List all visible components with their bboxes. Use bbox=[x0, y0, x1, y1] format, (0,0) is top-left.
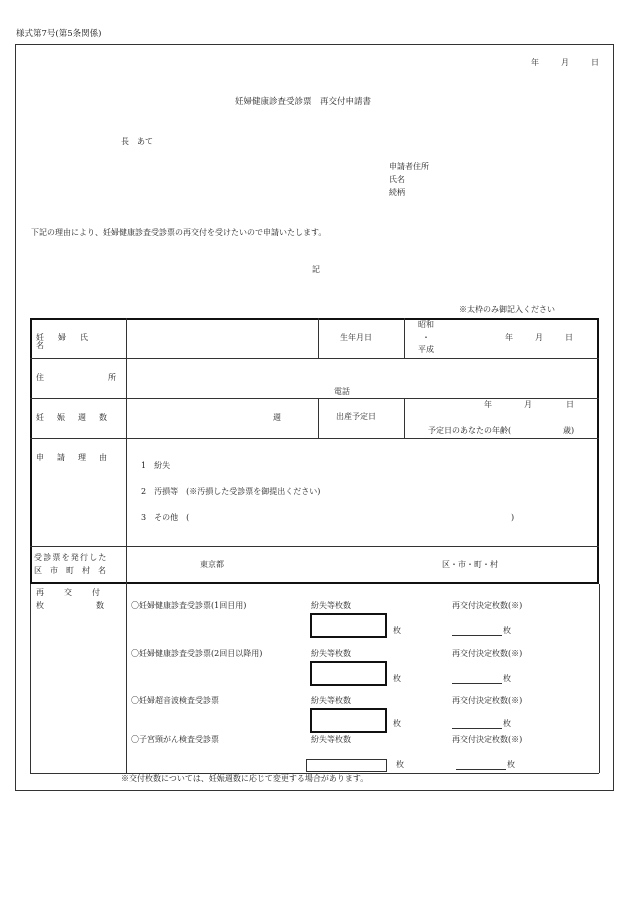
label-column-divider bbox=[126, 318, 127, 584]
muni-label-line2: 区市町村名 bbox=[34, 566, 114, 575]
ticket-2-lost-unit: 枚 bbox=[393, 674, 401, 683]
reissue-label-line2: 枚数 bbox=[36, 601, 156, 610]
reason-damaged: 2 汚損等 (※汚損した受診票を御提出ください) bbox=[141, 487, 321, 496]
ticket-2-lost-count-input[interactable] bbox=[310, 661, 387, 686]
address-label: 住所 bbox=[36, 373, 180, 382]
ticket-3-decided-label: 再交付決定枚数(※) bbox=[452, 696, 523, 705]
reason-other: 3 その他 ( bbox=[141, 513, 190, 522]
due-date-label: 出産予定日 bbox=[336, 412, 376, 421]
ticket-1-decided-unit: 枚 bbox=[503, 626, 511, 635]
date-month: 月 bbox=[561, 58, 569, 67]
ticket-2-lost-label: 紛失等枚数 bbox=[311, 649, 351, 658]
row-divider bbox=[30, 438, 599, 439]
era-heisei: 平成 bbox=[418, 345, 434, 354]
ticket-3-decided-blank bbox=[452, 728, 502, 729]
phone-label: 電話 bbox=[334, 387, 350, 396]
col-divider bbox=[404, 318, 405, 358]
ticket-3-decided-unit: 枚 bbox=[503, 719, 511, 728]
footer-note: ※交付枚数については、妊娠週数に応じて変更する場合があります。 bbox=[121, 774, 369, 783]
weeks-label: 妊娠週数 bbox=[36, 413, 120, 422]
date-day: 日 bbox=[591, 58, 599, 67]
col-divider bbox=[318, 318, 319, 358]
ticket-1-decided-blank bbox=[452, 635, 502, 636]
reissue-label-divider bbox=[126, 584, 127, 773]
ticket-4-name: 〇子宮頸がん検査受診票 bbox=[131, 735, 219, 744]
birth-day: 日 bbox=[565, 333, 573, 342]
ticket-4-decided-label: 再交付決定枚数(※) bbox=[452, 735, 523, 744]
ticket-4-decided-unit: 枚 bbox=[507, 760, 515, 769]
era-showa: 昭和 bbox=[418, 320, 434, 329]
col-divider bbox=[404, 398, 405, 438]
ticket-3-lost-count-input[interactable] bbox=[310, 708, 387, 733]
ticket-3-lost-unit: 枚 bbox=[393, 719, 401, 728]
ticket-2-decided-blank bbox=[452, 683, 502, 684]
ticket-1-lost-label: 紛失等枚数 bbox=[311, 601, 351, 610]
name-label bbox=[36, 334, 118, 350]
due-month: 月 bbox=[524, 400, 532, 409]
muni-label-line1: 受診票を発行した bbox=[34, 553, 108, 562]
addressee: 長 あて bbox=[121, 137, 153, 146]
birth-label: 生年月日 bbox=[340, 333, 372, 342]
age-text: 予定日のあなたの年齢( bbox=[428, 426, 512, 435]
ticket-4-lost-unit: 枚 bbox=[396, 760, 404, 769]
ticket-2-decided-label: 再交付決定枚数(※) bbox=[452, 649, 523, 658]
reissue-label-line1: 再交付 bbox=[36, 588, 120, 597]
reason-lost: 1 紛失 bbox=[141, 461, 171, 470]
ticket-4-decided-blank bbox=[456, 769, 506, 770]
ticket-1-lost-unit: 枚 bbox=[393, 626, 401, 635]
date-year: 年 bbox=[531, 58, 539, 67]
reissue-left-line bbox=[30, 584, 31, 773]
weeks-unit: 週 bbox=[273, 413, 281, 422]
due-day: 日 bbox=[566, 400, 574, 409]
ticket-2-decided-unit: 枚 bbox=[503, 674, 511, 683]
ticket-2-name: 〇妊婦健康診査受診票(2回目以降用) bbox=[131, 649, 263, 658]
reason-label: 申請理由 bbox=[36, 453, 120, 462]
row-divider bbox=[30, 358, 599, 359]
ticket-1-decided-label: 再交付決定枚数(※) bbox=[452, 601, 523, 610]
birth-year: 年 bbox=[505, 333, 513, 342]
era-dot: ・ bbox=[422, 333, 430, 342]
age-unit: 歳) bbox=[563, 426, 575, 435]
applicant-relation-label: 続柄 bbox=[389, 188, 405, 197]
row-divider bbox=[30, 398, 599, 399]
col-divider bbox=[318, 398, 319, 438]
name-label-text: 妊婦氏名 bbox=[36, 333, 102, 350]
birth-month: 月 bbox=[535, 333, 543, 342]
due-year: 年 bbox=[484, 400, 492, 409]
ticket-4-lost-label: 紛失等枚数 bbox=[311, 735, 351, 744]
page-title: 妊婦健康診査受診票 再交付申請書 bbox=[235, 97, 372, 107]
reason-other-close: ) bbox=[511, 513, 515, 522]
prefecture-text: 東京都 bbox=[200, 560, 224, 569]
intro-text: 下記の理由により、妊婦健康診査受診票の再交付を受けたいので申請いたします。 bbox=[31, 228, 327, 237]
ticket-1-lost-count-input[interactable] bbox=[310, 613, 387, 638]
form-number: 様式第7号(第5条関係) bbox=[16, 29, 102, 39]
ki-heading: 記 bbox=[312, 265, 320, 274]
row-divider bbox=[30, 546, 599, 547]
applicant-name-label: 氏名 bbox=[389, 175, 405, 184]
ticket-3-name: 〇妊婦超音波検査受診票 bbox=[131, 696, 219, 705]
applicant-address-label: 申請者住所 bbox=[389, 162, 429, 171]
reissue-right-line bbox=[599, 584, 600, 773]
ticket-4-lost-count-input[interactable] bbox=[306, 759, 387, 772]
ticket-1-name: 〇妊婦健康診査受診票(1回目用) bbox=[131, 601, 247, 610]
muni-suffix: 区・市・町・村 bbox=[442, 560, 498, 569]
ticket-3-lost-label: 紛失等枚数 bbox=[311, 696, 351, 705]
bold-frame-note: ※太枠のみ御記入ください bbox=[459, 305, 555, 314]
